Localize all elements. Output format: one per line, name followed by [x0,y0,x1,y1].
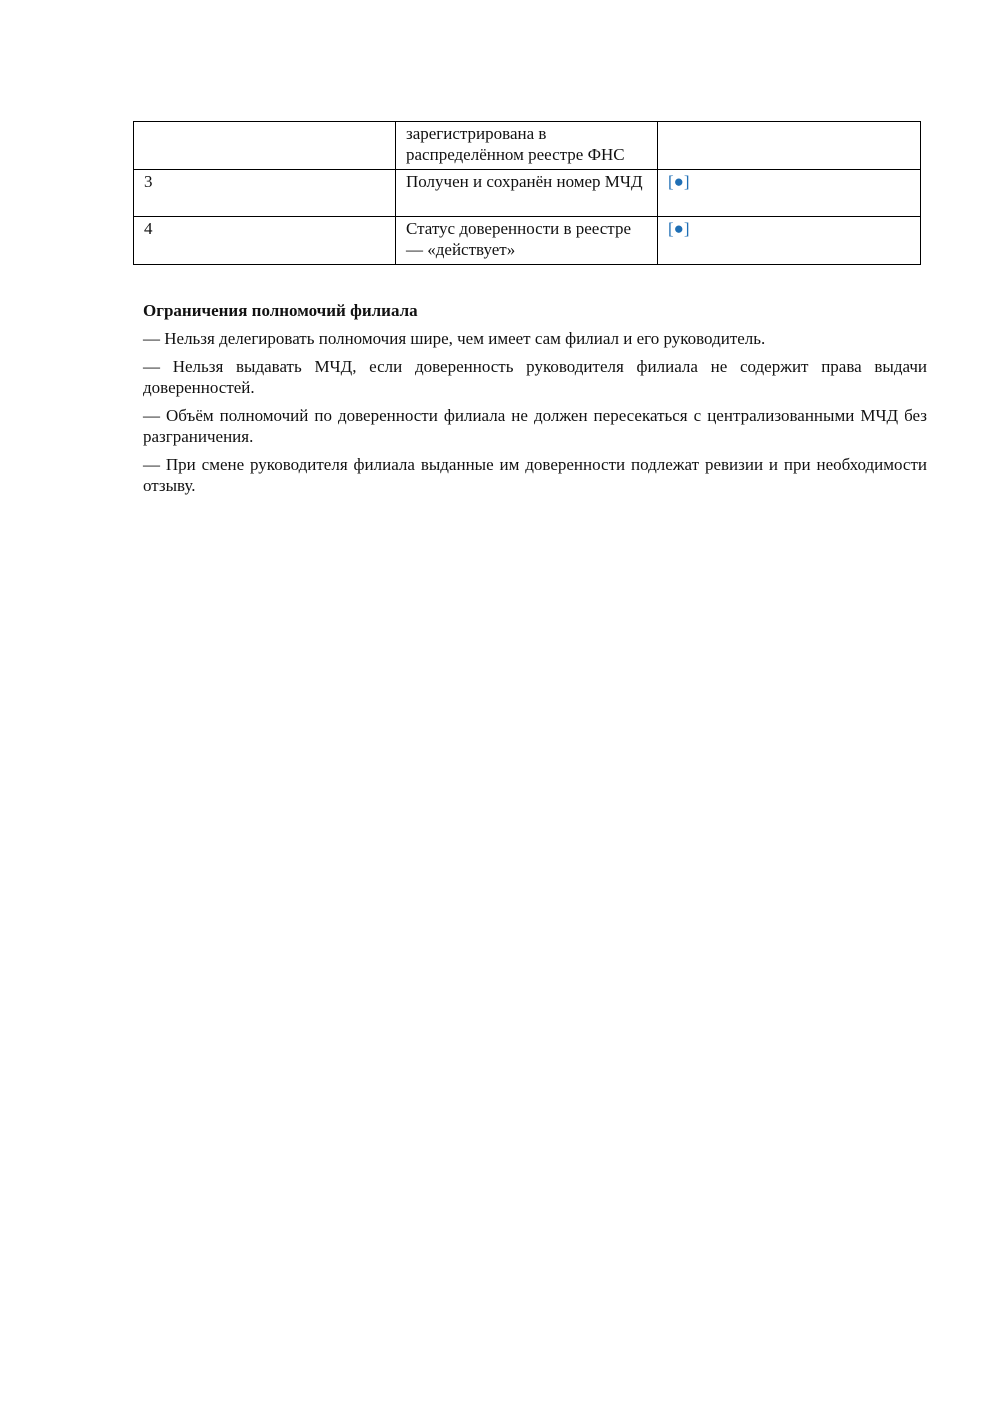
status-mark-cell: [●] [658,217,921,265]
restrictions-section [143,300,927,503]
restriction-item: — Нельзя выдавать МЧД, если доверенность руководителя филиала не содержит права выдачи доверенностей. [143,357,927,397]
status-mark-cell [658,122,921,170]
table-row [134,122,921,170]
table-row [134,170,921,217]
row-number-cell [134,122,396,170]
checklist-table [133,121,921,265]
restriction-item: — Нельзя делегировать полномочия шире, чем имеет сам филиал и его руководитель. [143,329,766,348]
row-number-cell: 4 [134,217,396,265]
checklist-item-cell: Получен и сохранён номер МЧД [396,170,658,217]
status-mark-cell: [●] [658,170,921,217]
table-row [134,217,921,265]
section-heading: Ограничения полномочий филиала [143,301,418,320]
checklist-item-cell: зарегистрирована в распределённом реестре ФНС [396,122,658,170]
row-number-cell: 3 [134,170,396,217]
restriction-item: — При смене руководителя филиала выданные им доверенности подлежат ревизии и при необходимости отзыву. [143,455,927,495]
restriction-item: — Объём полномочий по доверенности филиала не должен пересекаться с централизованными МЧД без разграничения. [143,406,927,446]
checklist-item-cell: Статус доверенности в реестре — «действует» [396,217,658,265]
